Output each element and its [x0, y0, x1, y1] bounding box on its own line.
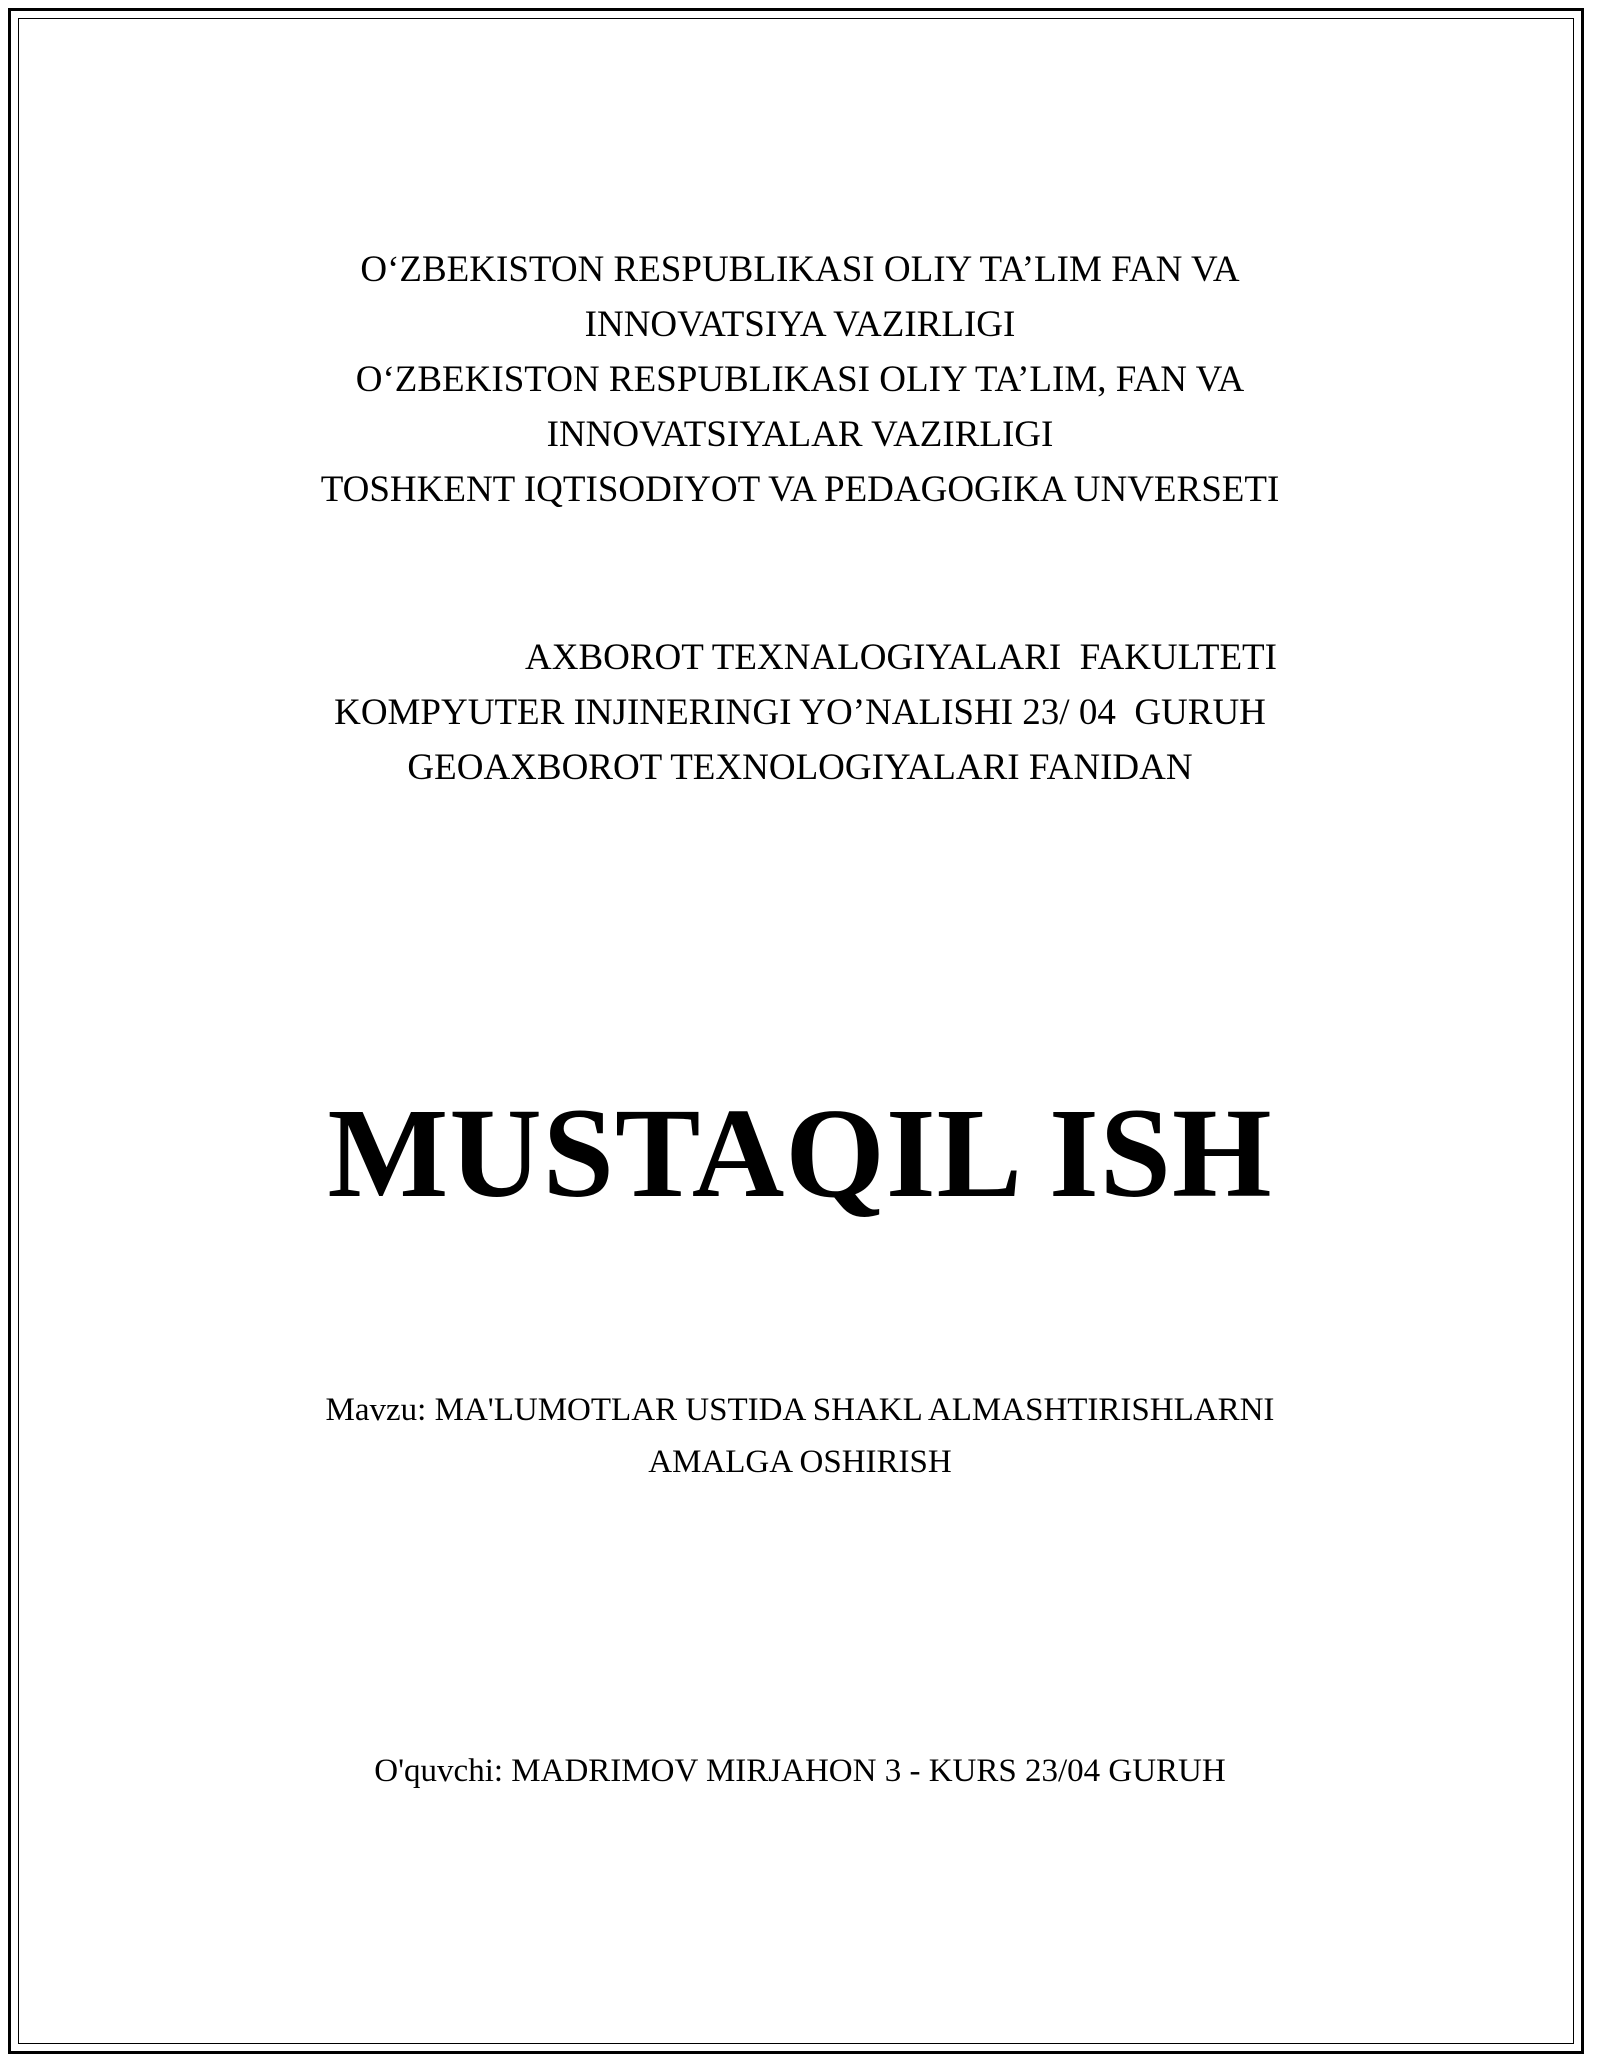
topic: [0, 1384, 1600, 1488]
faculty-name: AXBOROT TEXNALOGIYALARI FAKULTETI: [525, 637, 1277, 678]
topic-line: Mavzu: MA'LUMOTLAR USTIDA SHAKL ALMASHTIRISHLARNI: [325, 1392, 1275, 1428]
topic-line: AMALGA OSHIRISH: [648, 1444, 952, 1480]
student-info: [0, 1745, 1600, 1797]
ministry-header: [0, 242, 1600, 517]
group-info: KOMPYUTER INJINERINGI YO’NALISHI 23/ 04 GURUH: [334, 692, 1266, 733]
student-line: O'quvchi: MADRIMOV MIRJAHON 3 - KURS 23/04 GURUH: [374, 1753, 1226, 1789]
document-title: MUSTAQIL ISH: [327, 1082, 1273, 1224]
ministry-line: INNOVATSIYA VAZIRLIGI: [584, 304, 1016, 345]
faculty-info: [0, 630, 1600, 795]
university-name: TOSHKENT IQTISODIYOT VA PEDAGOGIKA UNVERSETI: [320, 469, 1280, 510]
ministry-line: O‘ZBEKISTON RESPUBLIKASI OLIY TA’LIM, FAN VA: [355, 359, 1245, 400]
ministry-line: INNOVATSIYALAR VAZIRLIGI: [546, 414, 1054, 455]
ministry-line: O‘ZBEKISTON RESPUBLIKASI OLIY TA’LIM FAN VA: [360, 249, 1240, 290]
subject-name: GEOAXBOROT TEXNOLOGIYALARI FANIDAN: [407, 747, 1193, 788]
